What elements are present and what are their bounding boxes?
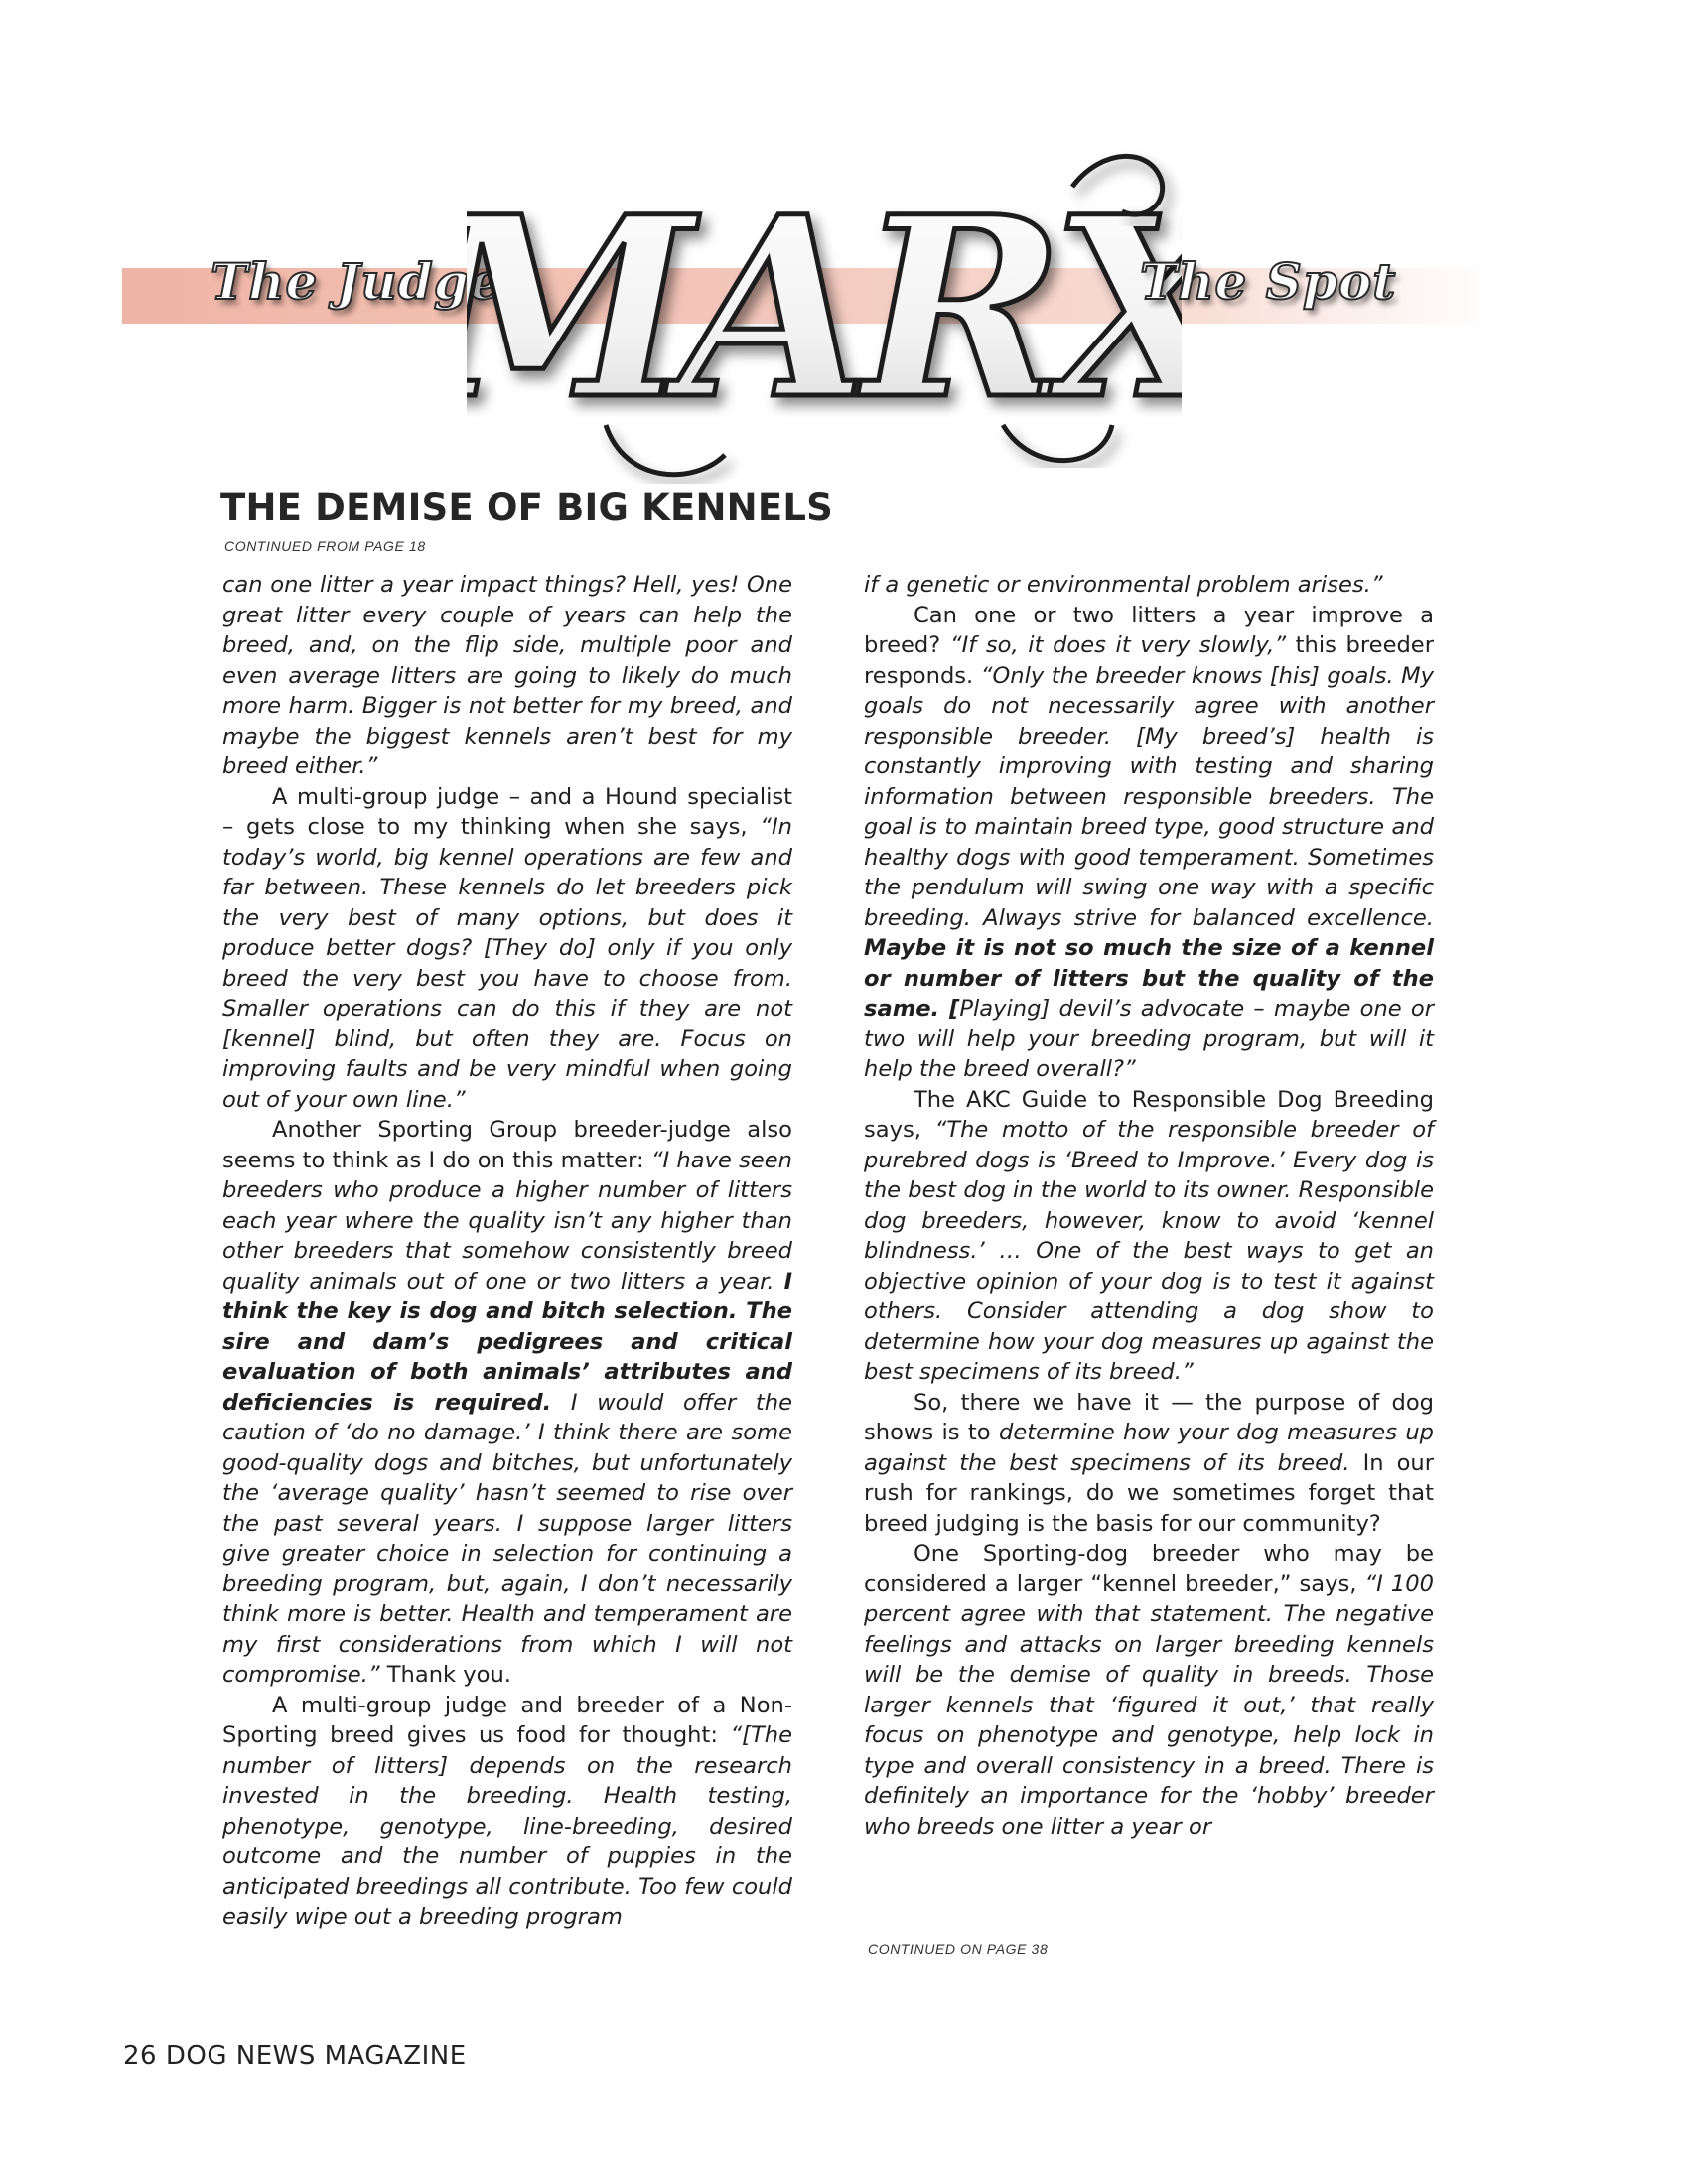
article-column-left: [222, 570, 792, 1933]
paragraph: can one litter a year impact things? Hell, yes! One great litter every couple of years can help the breed, and, on the flip side, multiple poor and even average litters are going to likely do much more harm. Bigger is not better for my breed, and maybe the biggest kennels aren’t best for my breed either.”: [222, 572, 792, 779]
continued-from-note: CONTINUED FROM PAGE 18: [224, 538, 426, 554]
masthead-left-script: The Judge: [211, 252, 502, 311]
continued-on-note: CONTINUED ON PAGE 38: [868, 1941, 1049, 1957]
paragraph: So, there we have it — the purpose of dog shows is to determine how your dog measures up against the best specimens of its breed. In our rush for rankings, do we sometimes forget that breed judging is the basis for our community?: [864, 1389, 1434, 1537]
paragraph: A multi-group judge and breeder of a Non-Sporting breed gives us food for thought: “[The number of litters] depends on the research invested in the breeding. Health testing, phenotype, genotype, line-breeding, desired outcome and the number of puppies in the anticipated breedings all contribute. Too few could easily wipe out a breeding program: [222, 1692, 792, 1930]
masthead-right-script: The Spot: [1140, 252, 1397, 311]
masthead-logo: [467, 127, 1182, 494]
paragraph: Can one or two litters a year improve a breed? “If so, it does it very slowly,” this breeder responds. “Only the breeder knows [his] goals. My goals do not necessarily agree with another responsible breeder. [My breed’s] health is constantly improving with testing and sharing information between responsible breeders. The goal is to maintain breed type, good structure and healthy dogs with good temperament. Sometimes the pendulum will swing one way with a specific breeding. Always strive for balanced excellence. Maybe it is not so much the size of a kennel or number of litters but the quality of the same. [Playing] devil’s advocate – maybe one or two will help your breeding program, but will it help the breed overall?”: [864, 602, 1435, 1082]
masthead-logo-wordmark: AR: [679, 162, 1052, 454]
article-headline: THE DEMISE OF BIG KENNELS: [220, 486, 833, 529]
paragraph: Another Sporting Group breeder-judge also seems to think as I do on this matter: “I have seen breeders who produce a higher number of litters each year where the quality isn’t any higher than other breeders that somehow consistently breed quality animals out of one or two litters a year. I think the key is dog and bitch selection. The sire and dam’s pedigrees and critical evaluation of both animals’ attributes and deficiencies is required. I would offer the caution of ‘do no damage.’ I think there are some good-quality dogs and bitches, but unfortunately the ‘average quality’ hasn’t seemed to rise over the past several years. I suppose larger litters give greater choice in selection for continuing a breeding program, but, again, I don’t necessarily think more is better. Health and temperament are my first considerations from which I will not compromise.” Thank you.: [222, 1117, 793, 1688]
column-masthead: [0, 0, 1688, 496]
paragraph: if a genetic or environmental problem arises.”: [864, 572, 1383, 598]
page-folio: 26 DOG NEWS MAGAZINE: [123, 2041, 467, 2071]
article-column-right: [864, 570, 1434, 1842]
paragraph: The AKC Guide to Responsible Dog Breeding says, “The motto of the responsible breeder of purebred dogs is ‘Breed to Improve.’ Every dog is the best dog in the world to its owner. Responsible dog breeders, however, know to avoid ‘kennel blindness.’ … One of the best ways to get an objective opinion of your dog is to test it against others. Consider attending a dog show to determine how your dog measures up against the best specimens of its breed.”: [864, 1086, 1434, 1385]
paragraph: One Sporting-dog breeder who may be considered a larger “kennel breeder,” says, “I 100 percent agree with that statement. The negative feelings and attacks on larger breeding kennels will be the demise of quality in breeds. Those larger kennels that ‘figured it out,’ that really focus on phenotype and genotype, help lock in type and overall consistency in a breed. There is definitely an importance for the ‘hobby’ breeder who breeds one litter a year or: [864, 1541, 1434, 1840]
paragraph: A multi-group judge – and a Hound specialist – gets close to my thinking when she says, “In today’s world, big kennel operations are few and far between. These kennels do let breeders pick the very best of many options, but does it produce better dogs? [They do] only if you only breed the very best you have to choose from. Smaller operations can do this if they are not [kennel] blind, but often they are. Focus on improving faults and be very mindful when going out of your own line.”: [222, 783, 792, 1113]
